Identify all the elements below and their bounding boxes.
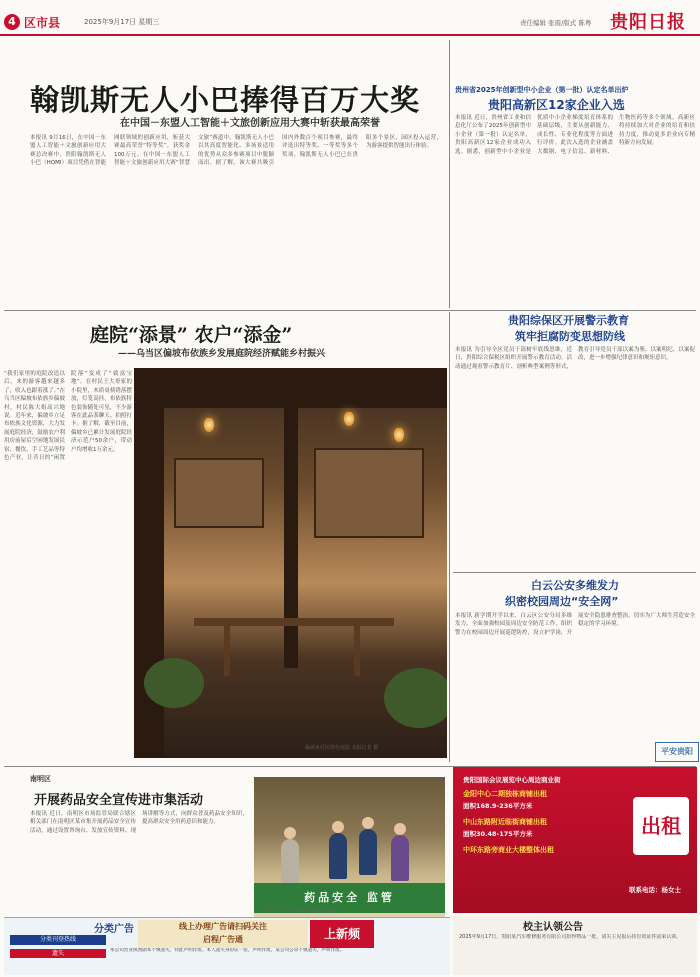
ad-line-5: 面积30.48-175平方米 [463, 830, 533, 838]
notice-body: 2025年9月17日，贵阳某汽车维修服务有限公司拾得物品一批，请失主见报后持有效证件前来认领。 [459, 934, 682, 940]
classified-banner [138, 920, 308, 948]
bottom-title: 开展药品安全宣传进市集活动 [34, 793, 204, 808]
page-number: 4 [4, 14, 20, 30]
bottom-caption: 执法人员向群众宣传药品安全知识 [268, 909, 336, 914]
issue-date: 2025年9月17日 星期三 [84, 18, 160, 26]
ad-line-1: 贵阳国际会议展览中心周边商业街 [463, 776, 561, 784]
feature-subtitle: ——乌当区偏坡布依族乡发展庭院经济赋能乡村振兴 [118, 349, 326, 359]
ad-line-2: 金阳中心二期独栋商铺出租 [463, 790, 547, 798]
courtyard-photo [134, 368, 447, 758]
warning-edu-title-1: 贵阳综保区开展警示教育 [508, 314, 629, 327]
header-rule [0, 34, 700, 36]
right-top-title: 贵阳高新区12家企业入选 [488, 98, 625, 112]
ad-line-3: 面积168.9-236平方米 [463, 802, 533, 810]
rental-ad [453, 767, 697, 913]
classified-banner-line2: 启程广告通 [203, 935, 243, 944]
drug-safety-photo [254, 777, 445, 917]
rent-badge: 出租 [633, 797, 689, 855]
classified-title: 分类广告 [94, 924, 134, 935]
classified-red-box: 上新频 [310, 920, 374, 948]
column-divider-2 [449, 312, 450, 762]
notice-title: 校主认领公告 [523, 922, 583, 933]
bottom-kicker: 南明区 [30, 775, 51, 783]
lead-body: 本报讯 9月16日，在中国－东盟人工智能＋文旅创新应用大赛总决赛中，贵阳翰凯斯无人小巴（HOMI）项目凭借在智能网联领域的创新应用，斩获大赛最高荣誉“特等奖”，获奖金100万元。在中国－东盟人工智能＋文旅创新应用大赛“智慧文旅”赛道中，翰凯斯无人小巴以其高度智能化、多场景适用的优势从众多参赛项目中脱颖而出。据了解，该大赛共吸引国内外数百个项目参赛，最终评选出特等奖、一等奖等多个奖项。翰凯斯无人小巴已在贵阳多个景区、园区投入运营，为游客提供智能出行体验。 [30, 135, 442, 167]
lost-notice-label: 遗失 [10, 949, 106, 958]
ad-line-6: 中环东路旁商业大楼整体出租 [463, 846, 554, 854]
section-divider [4, 310, 696, 311]
classified-hotline: 分类刊登热线 [10, 935, 106, 945]
classified-ads [4, 917, 450, 975]
classified-text: 本公司营业执照副本不慎遗失，特此声明作废。本人遗失身份证一张，声明作废。某公司公章不慎遗失，声明作废。 [110, 948, 345, 953]
police-title-1: 白云公安多维发力 [531, 579, 619, 592]
ping-an-stamp: 平安贵阳 [655, 742, 699, 762]
police-title-2: 织密校园周边“安全网” [505, 595, 619, 608]
feature-title: 庭院“添景” 农户“添金” [90, 324, 293, 346]
lead-headline: 翰凯斯无人小巴捧得百万大奖 [30, 83, 421, 117]
classified-banner-line1: 线上办理广告请扫码关注 [179, 922, 267, 931]
right-top-body: 本报讯 近日，贵州省工业和信息化厅公布了2025年创新型中小企业（第一批）认定名单，贵阳高新区12家企业成功入选。据悉，创新型中小企业是优质中小企业梯度培育体系的基础层级，主要从创新能力、成长性、专业化程度等方面进行评价。此次入选的企业涵盖大数据、电子信息、新材料、生物医药等多个领域。高新区将持续加大对企业的培育和扶持力度，推动更多企业向专精特新方向发展。 [455, 115, 695, 155]
newspaper-logo: 贵阳日报 [610, 12, 686, 33]
police-body: 本报讯 新学期开学以来，白云区公安分局多维发力，全面加强校园及周边安全防范工作，组织警力在校园周边开展巡逻防控，设立护学岗，开展安全隐患排查整治，切实为广大师生营造安全稳定的学习环境。 [455, 613, 695, 636]
ad-contact: 联系电话：杨女士 [629, 886, 681, 894]
lead-subheadline: 在中国－东盟人工智能＋文旅创新应用大赛中斩获最高荣誉 [120, 118, 380, 129]
ad-line-4: 中山东路附近临街商铺出租 [463, 818, 547, 826]
warning-edu-body: 本报讯 为引导全区党员干部树牢底线思维，近日，贵阳综合保税区组织开展警示教育活动。活动通过观看警示教育片、剖析典型案例等形式，教育引导党员干部以案为鉴、以案明纪、以案促改，进一步增强纪律意识和规矩意识。 [455, 347, 695, 370]
right-top-kicker: 贵州省2025年创新型中小企业（第一批）认定名单出炉 [455, 86, 629, 94]
warning-edu-title-2: 筑牢拒腐防变思想防线 [515, 330, 625, 343]
claim-notice [453, 916, 697, 975]
feature-caption: 偏坡乡村民特色庭院 本报记者 摄 [305, 745, 379, 751]
column-divider [449, 40, 450, 308]
photo-banner: 药品安全 监管 [254, 883, 445, 913]
feature-body-left: “我们家里的庭院改造以后，来的游客越来越多了，收入也跟着涨了。”在乌当区偏坡布依族乡偏坡村，村民陈大姐高兴地说。近年来，偏坡乡立足布依族文化资源，大力发展庭院经济，鼓励农户利用房前屋后空闲地发展民宿、餐饮、手工艺品等特色产业，让昔日的“闲置院落”变成了“致富宝地”。在村民王大哥家的小院里，木质桌椅错落摆放，灯笼高挂，布依族特色装饰随处可见，不少游客在此品茶聊天、拍照打卡。据了解，截至目前，偏坡乡已累计发展庭院经济示范户50余户，带动户均增收1万余元。 [4, 371, 132, 462]
section-title: 区市县 [24, 16, 61, 30]
editor-credit: 责任编辑 张震/版式 陈粤 [520, 19, 592, 27]
bottom-body: 本报讯 近日，南明区市场监管局联合辖区相关部门在南明区某市集开展药品安全宣传活动，通过设置咨询台、发放宣传资料、现场讲解等方式，向群众普及药品安全知识，提高群众安全用药意识和能力。 [30, 811, 248, 834]
right-divider [453, 572, 696, 573]
